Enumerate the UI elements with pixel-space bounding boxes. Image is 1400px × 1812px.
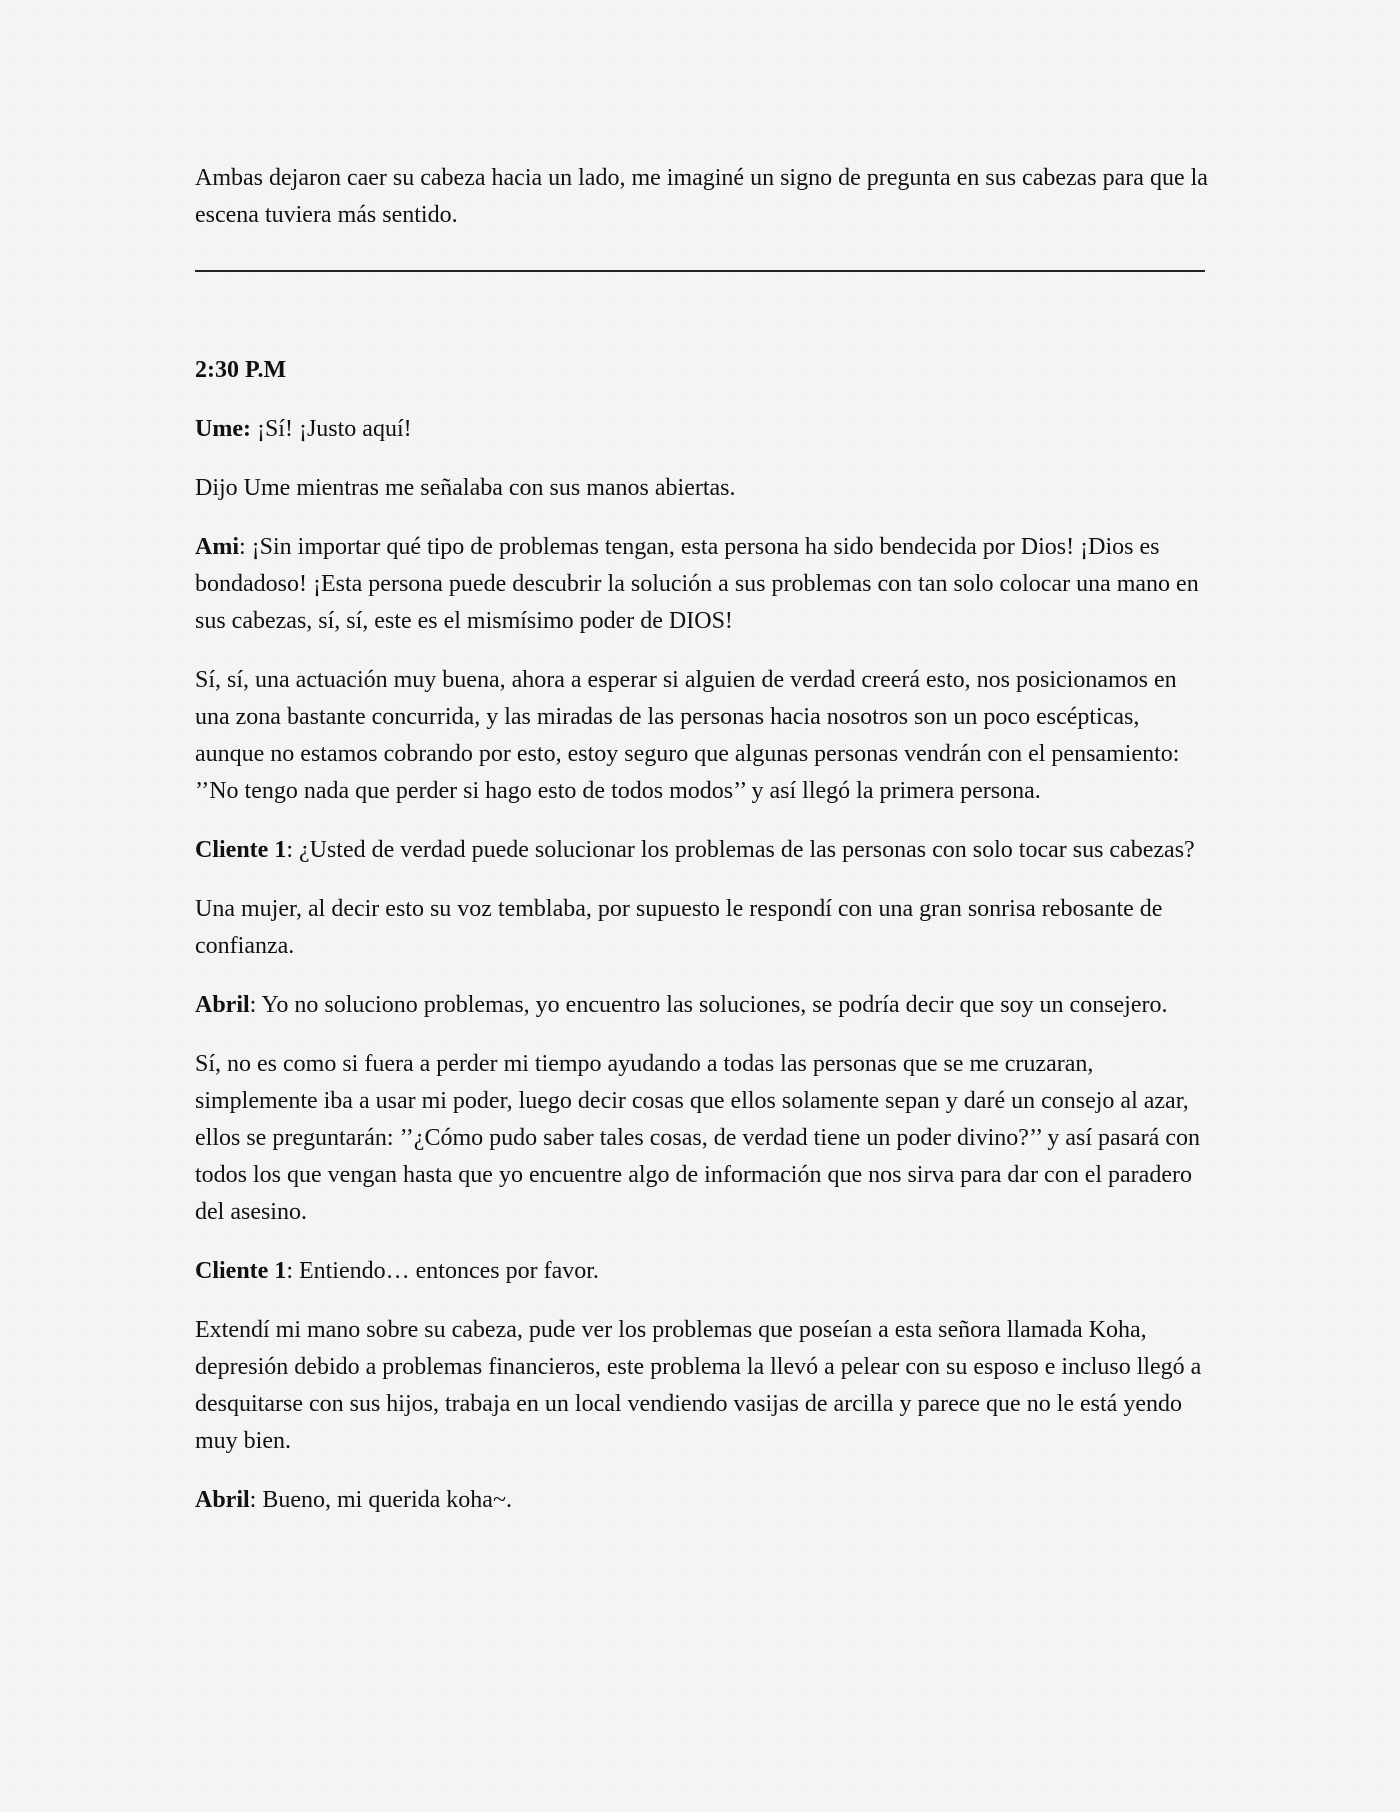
section-divider	[195, 270, 1205, 272]
narration-text: Dijo Ume mientras me señalaba con sus manos abiertas.	[195, 475, 736, 501]
speaker-name: Abril	[195, 1487, 250, 1513]
dialogue-text: : ¿Usted de verdad puede solucionar los problemas de las personas con solo tocar sus cabezas?	[286, 837, 1195, 863]
speaker-name: Ume:	[195, 416, 251, 442]
narration-text: Sí, no es como si fuera a perder mi tiempo ayudando a todas las personas que se me cruzaran, simplemente iba a usar mi poder, luego decir cosas que ellos solamente sepan y daré un consejo al azar, ellos se preguntarán: ’’¿Cómo pudo saber tales cosas, de verdad tiene un poder divino?’’ y así pasará con todos los que vengan hasta que yo encuentre algo de información que nos sirva para dar con el paradero del asesino.	[195, 1051, 1200, 1225]
intro-paragraph: Ambas dejaron caer su cabeza hacia un lado, me imaginé un signo de pregunta en sus cabezas para que la escena tuviera más sentido.	[195, 165, 1208, 228]
narration-text: Una mujer, al decir esto su voz temblaba, por supuesto le respondí con una gran sonrisa rebosante de confianza.	[195, 896, 1163, 959]
dialogue-line	[195, 987, 1210, 1024]
speaker-name: Cliente 1	[195, 1258, 287, 1284]
speaker-name: Ami	[195, 534, 239, 560]
narration-text: Extendí mi mano sobre su cabeza, pude ver los problemas que poseían a esta señora llamada Koha, depresión debido a problemas financieros, este problema la llevó a pelear con su esposo e incluso llegó a desquitarse con sus hijos, trabaja en un local vendiendo vasijas de arcilla y parece que no le está yendo muy bien.	[195, 1317, 1202, 1454]
dialogue-text: ¡Sí! ¡Justo aquí!	[250, 416, 412, 442]
narration-paragraph	[195, 1312, 1210, 1460]
narration-text: Sí, sí, una actuación muy buena, ahora a esperar si alguien de verdad creerá esto, nos posicionamos en una zona bastante concurrida, y las miradas de las personas hacia nosotros son un poco escépticas, aunque no estamos cobrando por esto, estoy seguro que algunas personas vendrán con el pensamiento: ’’No tengo nada que perder si hago esto de todos modos’’ y así llegó la primera persona.	[195, 667, 1180, 804]
dialogue-text: : Bueno, mi querida koha~.	[249, 1487, 512, 1513]
dialogue-text: : Yo no soluciono problemas, yo encuentro las soluciones, se podría decir que soy un consejero.	[249, 992, 1168, 1018]
dialogue-text: : ¡Sin importar qué tipo de problemas tengan, esta persona ha sido bendecida por Dios! ¡Dios es bondadoso! ¡Esta persona puede descubrir la solución a sus problemas con tan solo colocar una mano en sus cabezas, sí, sí, este es el mismísimo poder de DIOS!	[195, 534, 1199, 634]
dialogue-line	[195, 1482, 1210, 1519]
dialogue-line	[195, 1253, 1210, 1290]
narration-paragraph	[195, 891, 1210, 965]
narration-paragraph	[195, 470, 1210, 507]
narration-paragraph	[195, 1046, 1210, 1231]
dialogue-line	[195, 411, 1210, 448]
dialogue-text: : Entiendo… entonces por favor.	[286, 1258, 599, 1284]
narration-paragraph	[195, 662, 1210, 810]
speaker-name: Cliente 1	[195, 837, 287, 863]
dialogue-line	[195, 529, 1210, 640]
dialogue-line	[195, 832, 1210, 869]
speaker-name: Abril	[195, 992, 250, 1018]
time-heading: 2:30 P.M	[195, 357, 287, 383]
